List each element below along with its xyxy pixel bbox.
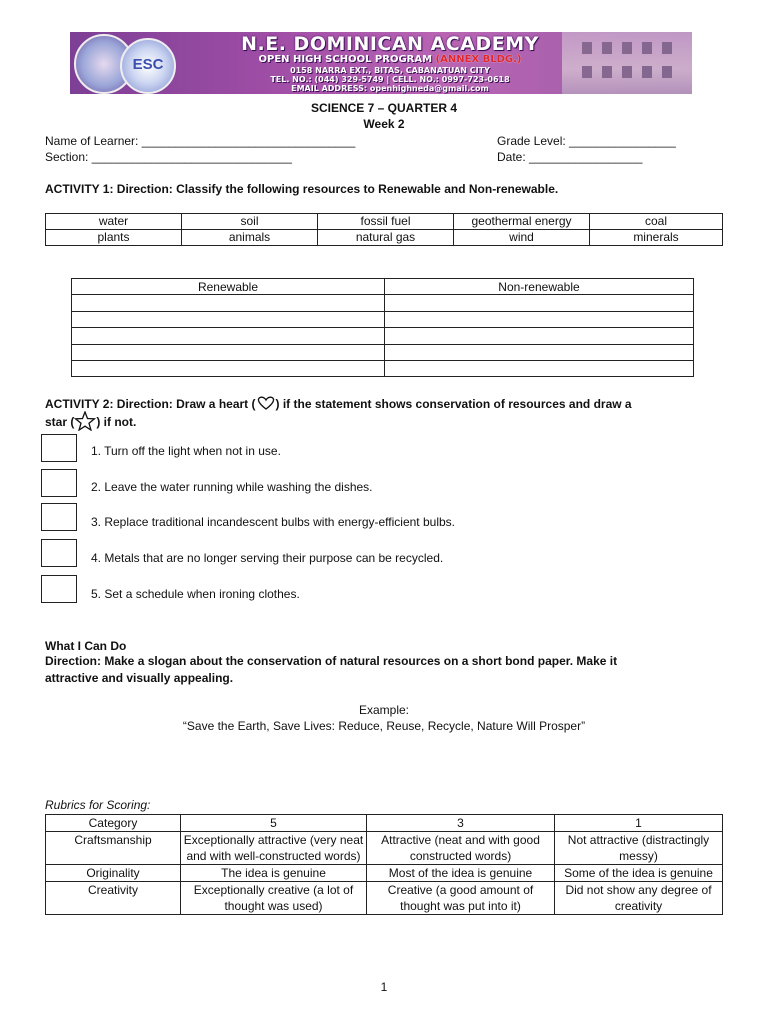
resource-cell: minerals <box>590 230 723 246</box>
star-icon <box>74 411 96 431</box>
page-number: 1 <box>380 980 388 994</box>
resource-cell: soil <box>182 214 318 230</box>
rubric-cell: Did not show any degree of creativity <box>555 882 723 915</box>
section-field[interactable]: Section: ______________________________ <box>45 150 292 164</box>
resource-cell: coal <box>590 214 723 230</box>
activity2-direction-text: ) if the statement shows conservation of resources and draw a <box>275 397 632 411</box>
table-row <box>72 360 694 376</box>
resource-cell: animals <box>182 230 318 246</box>
rubric-category: Craftsmanship <box>46 832 181 865</box>
answer-cell[interactable] <box>72 344 385 360</box>
rubric-cell: Not attractive (distractingly messy) <box>555 832 723 865</box>
renewable-header: Renewable <box>72 279 385 295</box>
what-i-can-do-direction: Direction: Make a slogan about the conservation of natural resources on a short bond paper. Make it <box>45 654 618 668</box>
school-banner <box>70 32 692 94</box>
rubric-cell: The idea is genuine <box>181 865 367 882</box>
classification-table <box>71 278 694 377</box>
table-row <box>46 230 723 246</box>
table-header-row <box>46 815 723 832</box>
resources-table <box>45 213 723 246</box>
rubric-header: 3 <box>367 815 555 832</box>
activity1-direction: ACTIVITY 1: Direction: Classify the following resources to Renewable and Non-renewable. <box>45 182 559 196</box>
statement: 4. Metals that are no longer serving their purpose can be recycled. <box>91 551 444 565</box>
table-row <box>72 295 694 311</box>
what-i-can-do-heading: What I Can Do <box>45 639 127 653</box>
rubric-cell: Attractive (neat and with good constructed words) <box>367 832 555 865</box>
rubric-category: Originality <box>46 865 181 882</box>
school-email: EMAIL ADDRESS: openhighneda@gmail.com <box>291 84 489 93</box>
esc-logo-text: ESC <box>132 56 164 73</box>
rubric-table <box>45 814 723 915</box>
activity2-direction-text: star ( <box>45 415 75 429</box>
answer-cell[interactable] <box>72 311 385 327</box>
example-label: Example: <box>358 703 410 717</box>
table-row <box>72 328 694 344</box>
answer-cell[interactable] <box>72 360 385 376</box>
resource-cell: wind <box>454 230 590 246</box>
school-address: 0158 NARRA EXT., BITAS, CABANATUAN CITY <box>290 66 490 75</box>
answer-box[interactable] <box>41 434 77 462</box>
table-header-row <box>72 279 694 295</box>
resource-cell: geothermal energy <box>454 214 590 230</box>
what-i-can-do-direction-2: attractive and visually appealing. <box>45 671 234 685</box>
table-row <box>46 214 723 230</box>
rubric-header: Category <box>46 815 181 832</box>
rubric-cell: Most of the idea is genuine <box>367 865 555 882</box>
statement: 5. Set a schedule when ironing clothes. <box>91 587 300 601</box>
resource-cell: natural gas <box>318 230 454 246</box>
table-row <box>72 311 694 327</box>
answer-cell[interactable] <box>385 344 694 360</box>
rubric-cell: Creative (a good amount of thought was put into it) <box>367 882 555 915</box>
table-row <box>46 832 723 865</box>
rubric-title: Rubrics for Scoring: <box>45 798 151 812</box>
heart-icon <box>256 396 276 410</box>
answer-box[interactable] <box>41 503 77 531</box>
answer-cell[interactable] <box>385 311 694 327</box>
program-line <box>180 54 600 65</box>
activity2-direction-line2 <box>45 411 136 431</box>
subject-title: SCIENCE 7 – QUARTER 4 <box>310 101 458 115</box>
activity2-direction <box>45 396 632 411</box>
table-row <box>46 882 723 915</box>
school-name: N.E. DOMINICAN ACADEMY <box>241 33 539 55</box>
answer-box[interactable] <box>41 575 77 603</box>
resource-cell: fossil fuel <box>318 214 454 230</box>
answer-cell[interactable] <box>385 360 694 376</box>
table-row <box>72 344 694 360</box>
statement: 3. Replace traditional incandescent bulbs with energy-efficient bulbs. <box>91 515 455 529</box>
date-field[interactable]: Date: _________________ <box>497 150 643 164</box>
resource-cell: plants <box>46 230 182 246</box>
table-row <box>46 865 723 882</box>
answer-cell[interactable] <box>72 328 385 344</box>
answer-box[interactable] <box>41 539 77 567</box>
rubric-category: Creativity <box>46 882 181 915</box>
rubric-header: 1 <box>555 815 723 832</box>
rubric-cell: Exceptionally attractive (very neat and with well-constructed words) <box>181 832 367 865</box>
contact-block <box>180 66 600 93</box>
statement: 1. Turn off the light when not in use. <box>91 444 281 458</box>
rubric-cell: Some of the idea is genuine <box>555 865 723 882</box>
esc-logo <box>120 38 176 94</box>
rubric-cell: Exceptionally creative (a lot of thought was used) <box>181 882 367 915</box>
resource-cell: water <box>46 214 182 230</box>
statement: 2. Leave the water running while washing the dishes. <box>91 480 373 494</box>
rubric-header: 5 <box>181 815 367 832</box>
activity2-direction-text: ) if not. <box>96 415 137 429</box>
answer-cell[interactable] <box>385 328 694 344</box>
school-telephone: TEL. NO.: (044) 329-5749 | CELL. NO.: 0997-723-0618 <box>270 75 510 84</box>
name-of-learner-field[interactable]: Name of Learner: ________________________________ <box>45 134 356 148</box>
program-name: OPEN HIGH SCHOOL PROGRAM <box>258 54 433 65</box>
nonrenewable-header: Non-renewable <box>385 279 694 295</box>
answer-cell[interactable] <box>72 295 385 311</box>
week-title: Week 2 <box>363 117 405 131</box>
answer-box[interactable] <box>41 469 77 497</box>
example-slogan: “Save the Earth, Save Lives: Reduce, Reuse, Recycle, Nature Will Prosper” <box>182 719 586 733</box>
grade-level-field[interactable]: Grade Level: ________________ <box>497 134 676 148</box>
program-annex: (ANNEX BLDG.) <box>435 54 522 65</box>
activity2-direction-text: ACTIVITY 2: Direction: Draw a heart ( <box>45 397 256 411</box>
answer-cell[interactable] <box>385 295 694 311</box>
